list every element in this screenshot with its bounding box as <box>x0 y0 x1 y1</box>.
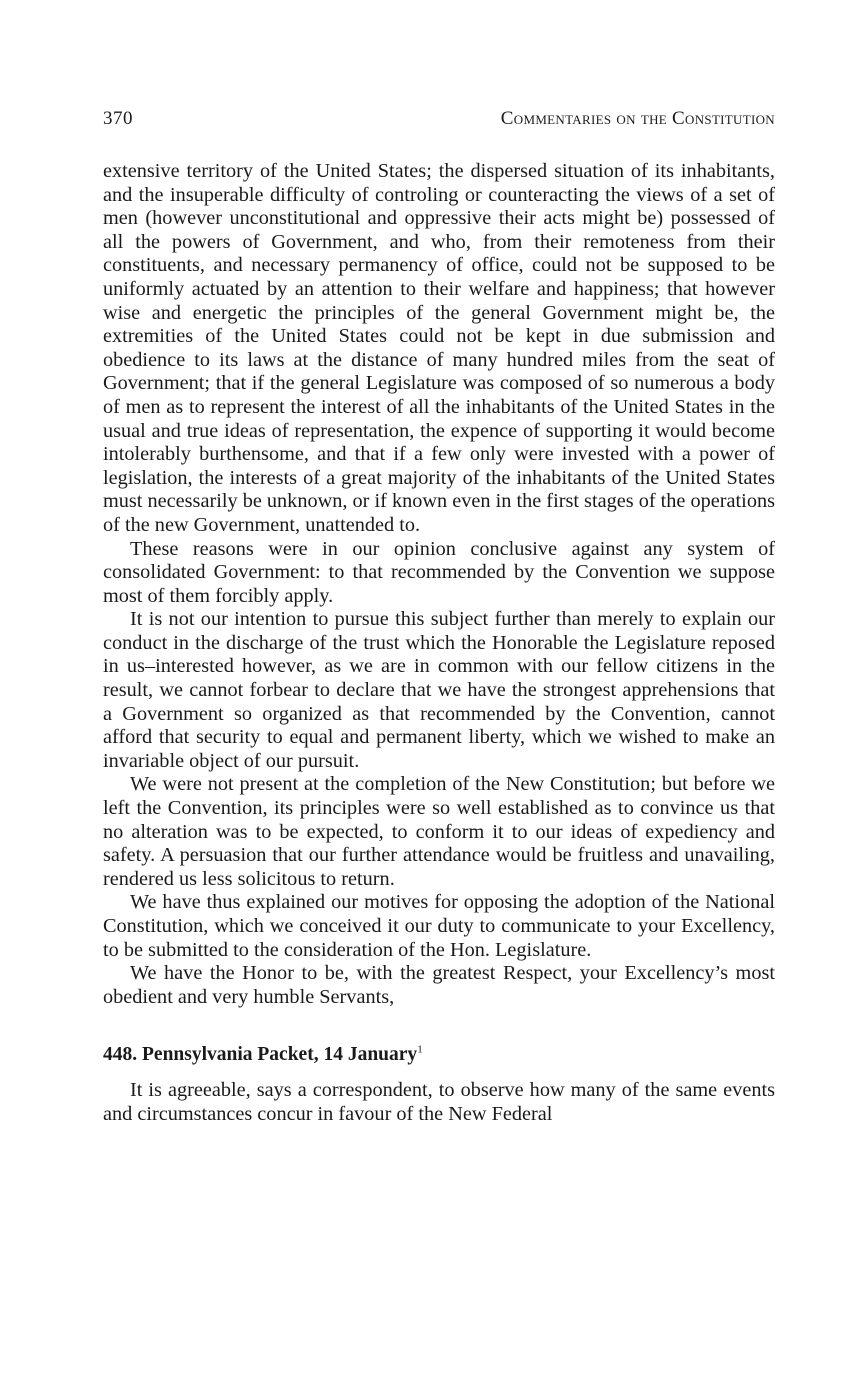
running-head <box>103 108 775 140</box>
paragraph: We were not present at the completion of the New Constitution; but before we left the Convention, its principles were so well established as to convince us that no alteration was to be expected, to conform it to our ideas of expediency and safety. A persuasion that our further attendance would be fruitless and unavailing, rendered us less solicitous to return. <box>103 773 775 890</box>
paragraph-continued: extensive territory of the United States; the dispersed situation of its inhabitants, and the insuperable difficulty of controling or counteracting the views of a set of men (however unconstitutional and oppressive their acts might be) possessed of all the powers of Government, and who, from their remoteness from their constituents, and necessary permanency of office, could not be supposed to be uniformly actuated by an attention to their welfare and happiness; that however wise and energetic the principles of the general Government might be, the extremities of the United States could not be kept in due submission and obedience to its laws at the distance of many hundred miles from the seat of Government; that if the general Legislature was composed of so numerous a body of men as to represent the interest of all the inhabitants of the United States in the usual and true ideas of representation, the expence of supporting it would become intolerably burthensome, and that if a few only were invested with a power of legislation, the interests of a great majority of the inhabitants of the United States must necessarily be unknown, or if known even in the first stages of the operations of the new Government, unattended to. <box>103 160 775 536</box>
section-opening-paragraph: It is agreeable, says a correspondent, to observe how many of the same events and circumstances concur in favour of the New Federal <box>103 1079 775 1125</box>
paragraph: It is not our intention to pursue this subject further than merely to explain our conduct in the discharge of the trust which the Honorable the Legislature reposed in us–interested however, as we are in common with our fellow citizens in the result, we cannot forbear to declare that we have the strongest apprehensions that a Government so organized as that recommended by the Convention, cannot afford that security to equal and permanent liberty, which we wished to make an invariable object of our pursuit. <box>103 608 775 772</box>
footnote-reference: 1 <box>417 1043 423 1056</box>
document-heading-text: 448. Pennsylvania Packet, 14 January <box>103 1044 418 1066</box>
paragraph: These reasons were in our opinion conclusive against any system of consolidated Government: to that recommended by the Convention we suppose most of them forcibly apply. <box>103 537 775 607</box>
body-text <box>103 160 775 1127</box>
closing-paragraph: We have the Honor to be, with the greatest Respect, your Excellency’s most obedient and very humble Servants, <box>103 962 775 1008</box>
document-heading <box>103 1043 775 1067</box>
page-number: 370 <box>103 108 133 129</box>
paragraph: We have thus explained our motives for opposing the adoption of the National Constitution, which we conceived it our duty to communicate to your Excellency, to be submitted to the consideration of the Hon. Legislature. <box>103 891 775 961</box>
running-head-title: Commentaries on the Constitution <box>500 108 775 129</box>
book-page <box>103 108 775 1127</box>
